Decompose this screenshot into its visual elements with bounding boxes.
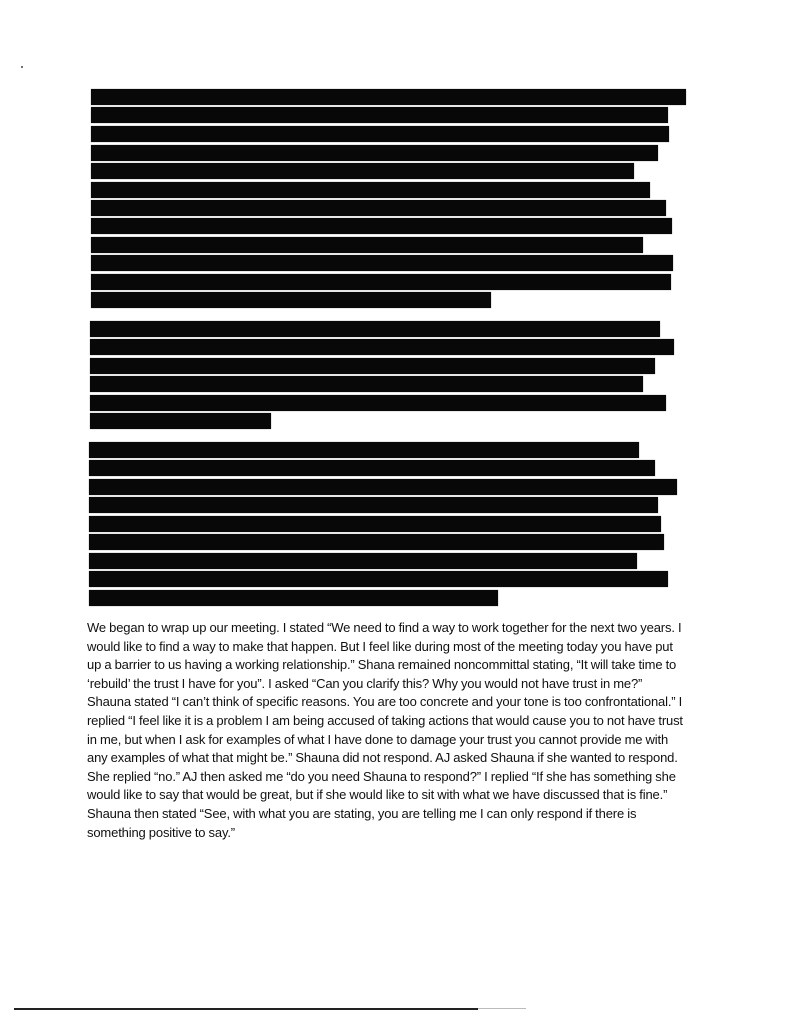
bottom-rule-faint: [478, 1008, 526, 1009]
redaction-bar: [91, 200, 666, 216]
redaction-bar: [91, 274, 671, 290]
redaction-bar: [90, 376, 643, 392]
redaction-bar: [89, 590, 498, 606]
redaction-bar: [91, 145, 658, 161]
redaction-bar: [89, 571, 668, 587]
meeting-paragraph: We began to wrap up our meeting. I stated “We need to find a way to work together for the next two years. I would like to find a way to make that happen. But I feel like during most of the meeting today you have put up a barrier to us having a working relationship.” Shana remained noncommittal stating, “It will take time to ‘rebuild’ the trust I have for you”. I asked “Can you clarify this? Why you would not have trust in me?” Shauna stated “I can’t think of specific reasons. You are too concrete and your tone is too confrontational.” I replied “I feel like it is a problem I am being accused of taking actions that would cause you to not have trust in me, but when I ask for examples of what I have done to damage your trust you cannot provide me with any examples of what that might be.” Shauna did not respond. AJ asked Shauna if she wanted to respond. She replied “no.” AJ then asked me “do you need Shauna to respond?” I replied “If she has something she would like to say that would be great, but if she would like to sit with what we have discussed that is fine.” Shauna then stated “See, with what you are stating, you are telling me I can only respond if there is something positive to say.”: [87, 620, 683, 840]
redaction-bar: [89, 460, 655, 476]
redaction-bar: [89, 479, 677, 495]
redaction-bar: [91, 89, 686, 105]
redaction-bar: [91, 255, 673, 271]
redaction-bar: [89, 497, 658, 513]
redaction-bar: [90, 413, 271, 429]
redaction-bar: [90, 339, 674, 355]
redaction-bar: [90, 395, 666, 411]
redaction-bar: [89, 534, 664, 550]
redaction-bar: [91, 237, 643, 253]
redaction-bar: [91, 218, 672, 234]
redaction-bar: [91, 292, 491, 308]
scan-speck: [21, 66, 23, 68]
redaction-bar: [89, 442, 639, 458]
redaction-bar: [91, 107, 668, 123]
redaction-bar: [90, 358, 655, 374]
redaction-bar: [89, 516, 661, 532]
bottom-rule: [14, 1008, 478, 1010]
redaction-bar: [91, 182, 650, 198]
redaction-bar: [91, 126, 669, 142]
redaction-bar: [89, 553, 637, 569]
redaction-bar: [90, 321, 660, 337]
redaction-bar: [91, 163, 634, 179]
